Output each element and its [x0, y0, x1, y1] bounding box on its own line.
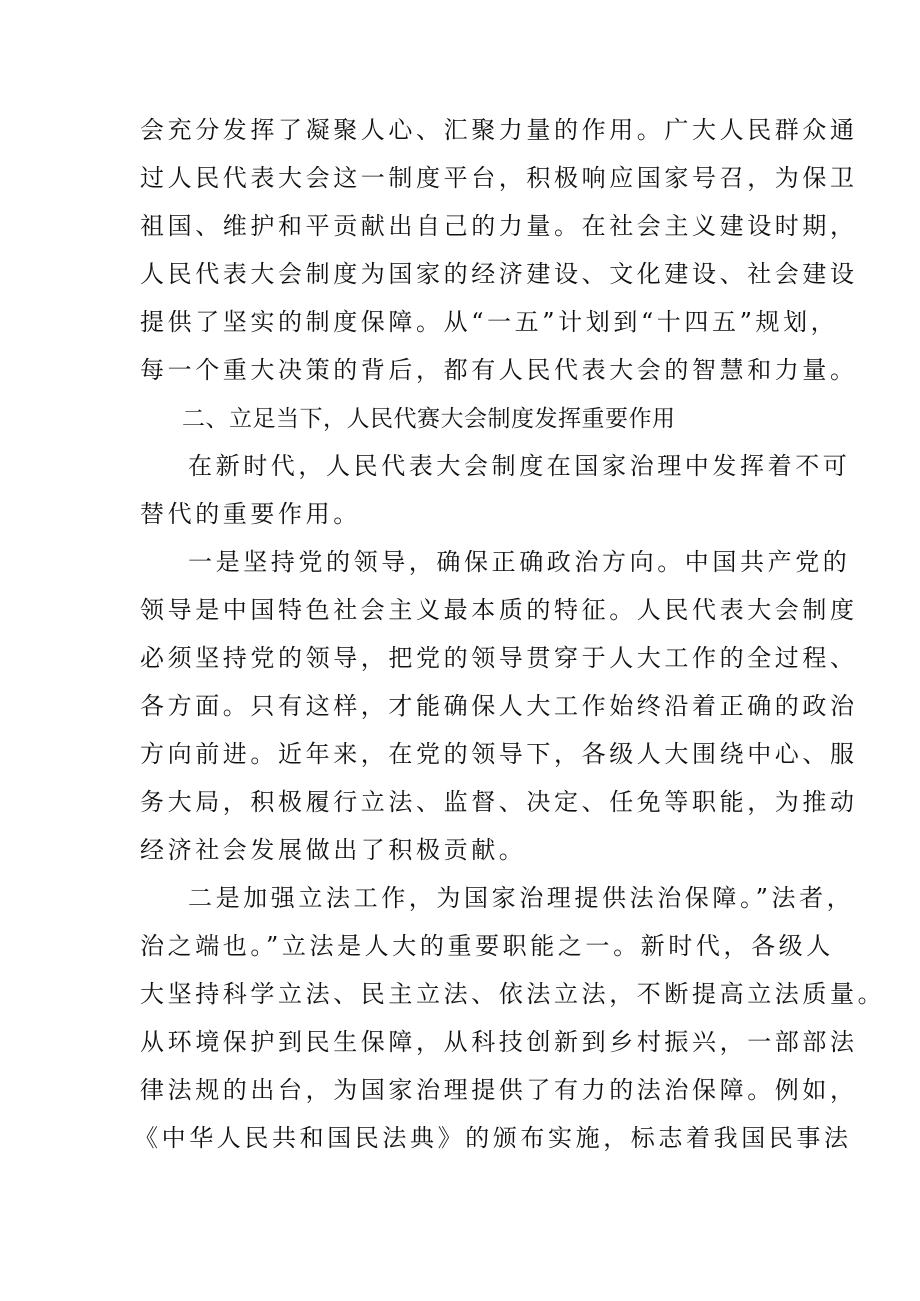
body-line-6: 每一个重大决策的背后，都有人民代表大会的智慧和力量。: [140, 356, 858, 384]
section-heading: 二、立足当下，人民代赛大会制度发挥重要作用: [182, 406, 676, 432]
body-line-20: 从环境保护到民生保障，从科技创新到乡村振兴，一部部法: [140, 1028, 858, 1056]
body-line-16: 经济社会发展做出了积极贡献。: [140, 836, 527, 864]
body-line-17: 二是加强立法工作，为国家治理提供法治保障。”法者，: [188, 884, 855, 912]
body-line-19: 大坚持科学立法、民主立法、依法立法，不断提高立法质量。: [140, 980, 886, 1008]
body-line-4: 人民代表大会制度为国家的经济建设、文化建设、社会建设: [140, 260, 858, 288]
body-line-2: 过人民代表大会这一制度平台，积极响应国家号召，为保卫: [140, 164, 858, 192]
body-line-18: 治之端也。”立法是人大的重要职能之一。新时代，各级人: [140, 932, 834, 960]
body-line-1: 会充分发挥了凝聚人心、汇聚力量的作用。广大人民群众通: [140, 116, 858, 144]
body-line-21: 律法规的出台，为国家治理提供了有力的法治保障。例如，: [140, 1076, 858, 1104]
body-line-3: 祖国、维护和平贡献出自己的力量。在社会主义建设时期，: [140, 212, 858, 240]
body-line-14: 方向前进。近年来，在党的领导下，各级人大围绕中心、服: [140, 740, 858, 768]
body-line-13: 各方面。只有这样，才能确保人大工作始终沿着正确的政治: [140, 692, 858, 720]
body-line-10: 一是坚持党的领导，确保正确政治方向。中国共产党的: [188, 548, 851, 576]
body-line-11: 领导是中国特色社会主义最本质的特征。人民代表大会制度: [140, 596, 858, 624]
body-line-8: 在新时代，人民代表大会制度在国家治理中发挥着不可: [188, 452, 851, 480]
body-line-12: 必须坚持党的领导，把党的领导贯穿于人大工作的全过程、: [140, 644, 858, 672]
body-line-15: 务大局，积极履行立法、监督、决定、任免等职能，为推动: [140, 788, 858, 816]
body-line-5: 提供了坚实的制度保障。从“一五”计划到“十四五”规划，: [140, 308, 839, 336]
body-line-9: 替代的重要作用。: [140, 500, 361, 528]
body-line-22: 《中华人民共和国民法典》的颁布实施，标志着我国民事法: [134, 1124, 852, 1152]
